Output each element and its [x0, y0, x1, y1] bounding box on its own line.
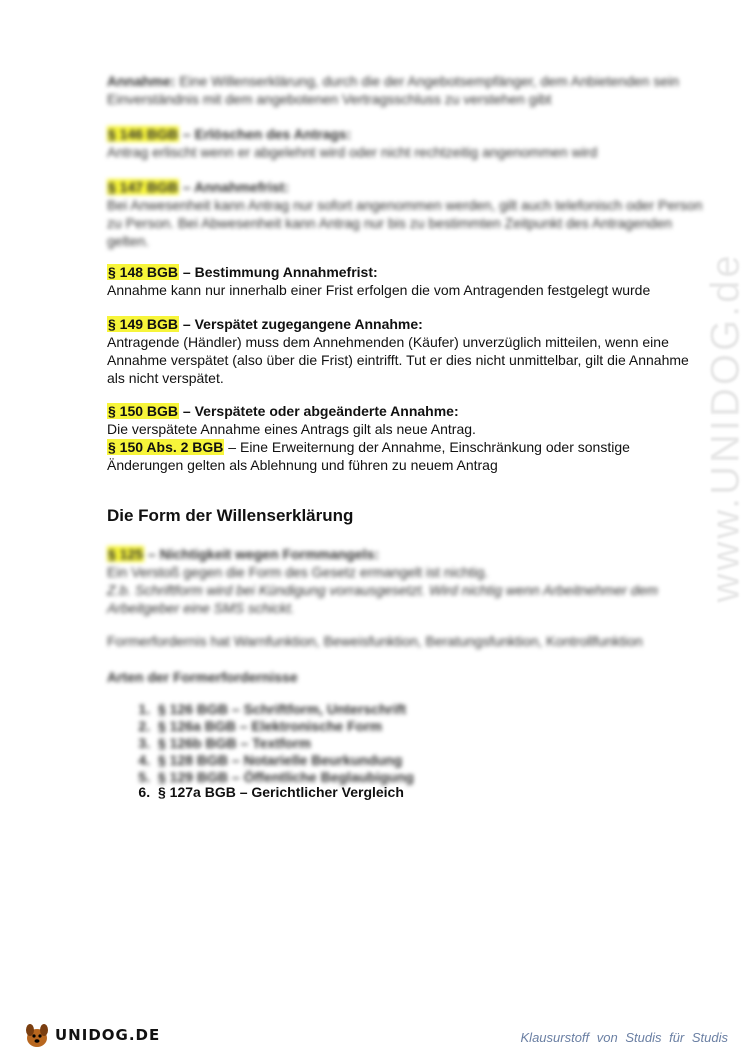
example-125: Z.b. Schriftform wird bei Kündigung vorrausgesetzt. Wird nichtig wenn Arbeitnehmer dem Arbeitgeber eine SMS schickt.: [107, 582, 659, 616]
arten-list-wrapper: [107, 701, 707, 801]
text-150-abs2: – Eine Erweiternung der Annahme, Einschränkung oder sonstige Änderungen gelten als Ablehnung und führen zu neuem Antrag: [107, 439, 630, 473]
ref-125: § 125: [108, 546, 144, 562]
list-item: 1. § 126 BGB – Schriftform, Unterschrift: [154, 701, 707, 718]
section-annahme: [107, 72, 707, 108]
ref-150-abs2: § 150 Abs. 2 BGB: [108, 439, 224, 455]
section-147: [107, 178, 707, 250]
ref-149: § 149 BGB: [108, 316, 179, 332]
watermark: www.UNIDOG.de: [703, 252, 748, 603]
section-125: [107, 545, 707, 617]
ref-148: § 148 BGB: [108, 264, 179, 280]
unidog-logo[interactable]: [22, 1018, 160, 1052]
section-149: [107, 315, 707, 387]
heading-147: – Annahmefrist:: [179, 179, 289, 195]
list-item: 4. § 128 BGB – Notarielle Beurkundung: [154, 752, 707, 769]
section-148: [107, 263, 707, 299]
heading-149: – Verspätet zugegangene Annahme:: [179, 316, 423, 332]
ref-147: § 147 BGB: [108, 179, 179, 195]
heading-148: – Bestimmung Annahmefrist:: [179, 264, 378, 280]
ref-146: § 146 BGB: [108, 126, 179, 142]
arten-heading: Arten der Formerfordernisse: [107, 669, 298, 685]
form-heading: Die Form der Willenserklärung: [107, 506, 354, 525]
text-148: Annahme kann nur innerhalb einer Frist erfolgen die vom Antragenden festgelegt wurde: [107, 282, 651, 298]
list-item: 5. § 129 BGB – Öffentliche Beglaubigung: [154, 769, 707, 786]
section-146: [107, 125, 707, 161]
functions-paragraph: [107, 632, 707, 650]
arten-list: [107, 701, 707, 801]
text-149: Antragende (Händler) muss dem Annehmenden (Käufer) unverzüglich mitteilen, wenn eine Annahme verspätet (also über die Frist) eintrifft. Tut er dies nicht unmittelbar, gilt die Annahme als nicht verspätet.: [107, 334, 689, 386]
heading-146: – Erlöschen des Antrags:: [179, 126, 352, 142]
heading-150: – Verspätete oder abgeänderte Annahme:: [179, 403, 459, 419]
heading-125: – Nichtigkeit wegen Formmangels:: [144, 546, 379, 562]
annahme-term: Annahme:: [107, 73, 176, 89]
logo-text: UNIDOG.DE: [55, 1026, 161, 1044]
text-147: Bei Anwesenheit kann Antrag nur sofort angenommen werden, gilt auch telefonisch oder Person zu Person. Bei Abwesenheit kann Antrag nur bis zu bestimmten Zeitpunkt des Antragenden gelten.: [107, 197, 703, 249]
annahme-text: Eine Willenserklärung, durch die der Angebotsempfänger, dem Anbietenden sein Einverständnis mit dem angebotenen Vertragsschluss zu verstehen gibt: [107, 73, 679, 107]
list-item: 3. § 126b BGB – Textform: [154, 735, 707, 752]
list-item: 6. § 127a BGB – Gerichtlicher Vergleich: [154, 784, 707, 801]
dog-icon: [22, 1020, 52, 1050]
text-150: Die verspätete Annahme eines Antrags gilt als neue Antrag.: [107, 421, 476, 437]
text-146: Antrag erlischt wenn er abgelehnt wird oder nicht rechtzeitig angenommen wird: [107, 144, 598, 160]
ref-150: § 150 BGB: [108, 403, 179, 419]
functions-text: Formerfordernis hat Warnfunktion, Beweisfunktion, Beratungsfunktion, Kontrollfunktion: [107, 633, 643, 649]
text-125: Ein Verstoß gegen die Form des Gesetz ermangelt ist nichtig.: [107, 564, 489, 580]
section-150: [107, 402, 707, 474]
footer-slogan: Klausurstoff von Studis für Studis: [520, 1030, 728, 1045]
list-item: 2. § 126a BGB – Elektronische Form: [154, 718, 707, 735]
